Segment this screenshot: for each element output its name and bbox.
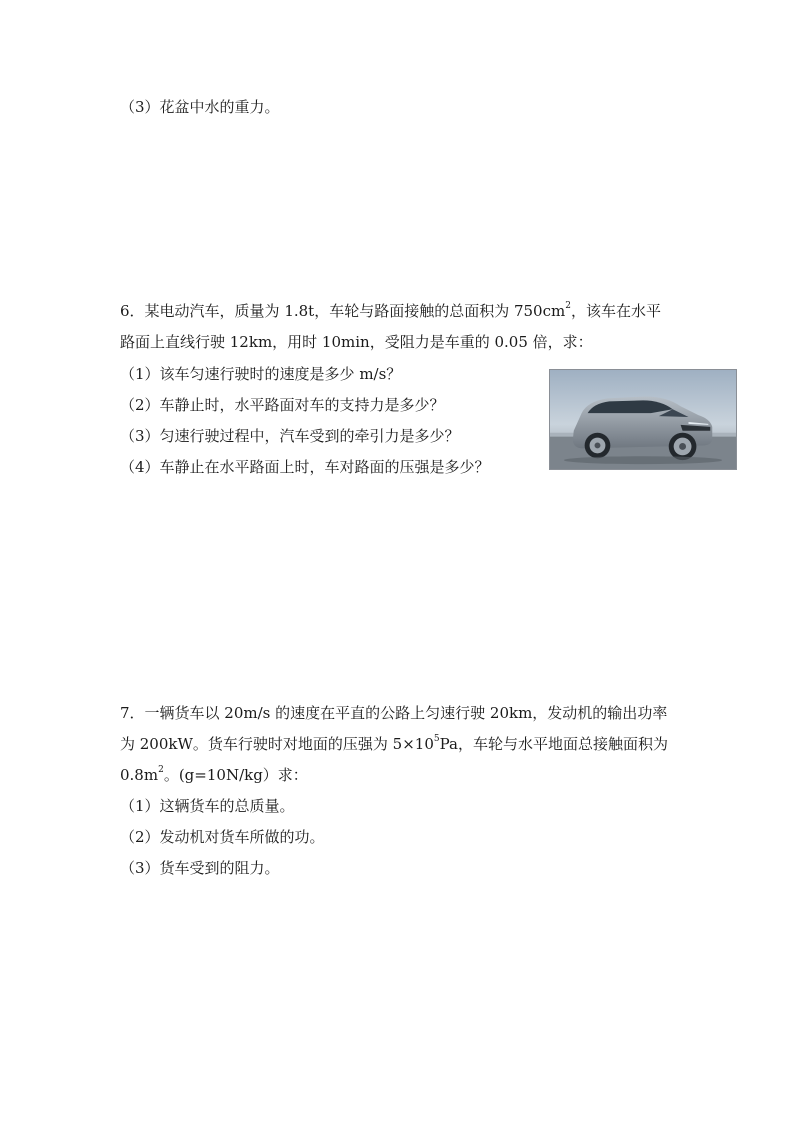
q7-stem-line3-text: 0.8m	[120, 766, 159, 784]
q7-stem-line2-text: 为 200kW。货车行驶时对地面的压强为 5×10	[120, 735, 434, 753]
q7-stem-line1: 7．一辆货车以 20m/s 的速度在平直的公路上匀速行驶 20km，发动机的输出功率	[120, 704, 668, 722]
q6-stem-line1	[120, 301, 661, 321]
q7-stem-line2-superscript: 5	[433, 734, 440, 744]
q7-part2: （2）发动机对货车所做的功。	[120, 828, 325, 846]
q7-part1: （1）这辆货车的总质量。	[120, 797, 295, 815]
q6-part4: （4）车静止在水平路面上时，车对路面的压强是多少？	[120, 458, 490, 476]
car-illustration	[550, 370, 736, 469]
q5-part3: （3）花盆中水的重力。	[120, 98, 280, 116]
q6-part1: （1）该车匀速行驶时的速度是多少 m/s？	[120, 365, 402, 383]
q7-stem-line3-superscript: 2	[158, 765, 164, 775]
q7-stem-line2-tail: Pa，车轮与水平地面总接触面积为	[439, 735, 668, 753]
q6-part2: （2）车静止时，水平路面对车的支持力是多少？	[120, 396, 445, 414]
q6-part3: （3）匀速行驶过程中，汽车受到的牵引力是多少？	[120, 427, 460, 445]
q7-part3: （3）货车受到的阻力。	[120, 859, 280, 877]
q6-stem-line2: 路面上直线行驶 12km，用时 10min，受阻力是车重的 0.05 倍，求：	[120, 333, 593, 351]
electric-car-photo	[549, 369, 737, 470]
q7-stem-line3-tail: 。(g=10N/kg）求：	[163, 766, 308, 784]
q7-stem-line3	[120, 765, 308, 785]
q6-stem-line1-superscript: 2	[565, 301, 571, 311]
q7-stem-line2	[120, 734, 668, 754]
q6-stem-line1-tail: ，该车在水平	[570, 302, 661, 320]
q6-stem-line1-text: 6．某电动汽车，质量为 1.8t，车轮与路面接触的总面积为 750cm	[120, 302, 566, 320]
